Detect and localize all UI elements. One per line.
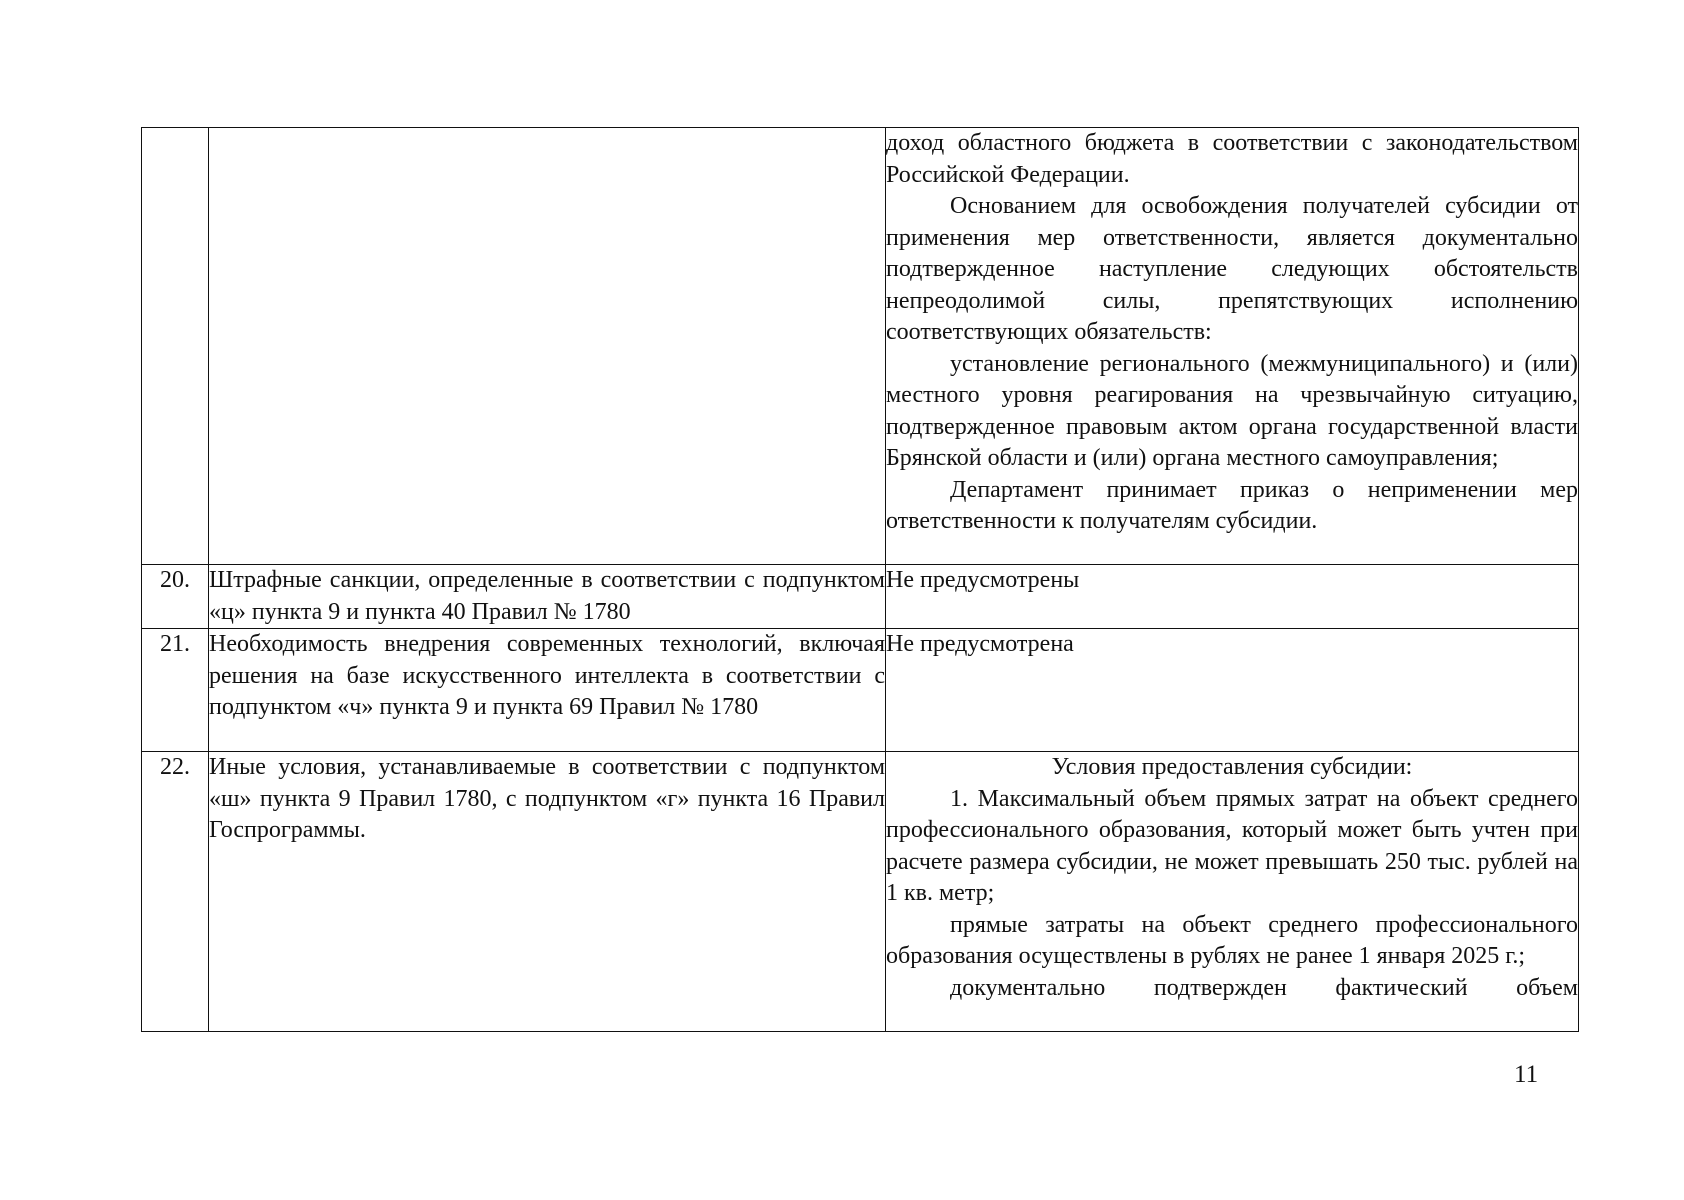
row-description: Иные условия, устанавливаемые в соответствии с подпунктом «ш» пункта 9 Правил 1780, с подпунктом «г» пункта 16 Правил Госпрограммы. xyxy=(209,754,885,843)
value-paragraph: 1. Максимальный объем прямых затрат на объект среднего профессионального образования, который может быть учтен при расчете размера субсидии, не может превышать 250 тыс. рублей на 1 кв. метр; xyxy=(886,785,1578,906)
value-heading: Условия предоставления субсидии: xyxy=(1051,754,1413,780)
table-row-20 xyxy=(142,565,1579,629)
row-description xyxy=(209,128,886,565)
row-value xyxy=(886,752,1579,1032)
value-paragraph: Основанием для освобождения получателей субсидии от применения мер ответственности, является документально подтвержденное наступление следующих обстоятельств непреодолимой силы, препятствующих исполнению соответствующих обязательств: xyxy=(886,193,1578,345)
value-paragraph: документально подтвержден фактический объем xyxy=(950,974,1578,1001)
page-number: 11 xyxy=(1514,1061,1539,1088)
row-number: 20. xyxy=(142,565,209,629)
value-paragraph: прямые затраты на объект среднего профессионального образования осуществлены в рублях не ранее 1 января 2025 г.; xyxy=(886,911,1578,969)
row-number: 22. xyxy=(142,752,209,1032)
row-description: Штрафные санкции, определенные в соответствии с подпунктом «ц» пункта 9 и пункта 40 Правил № 1780 xyxy=(209,567,885,625)
table-row-21 xyxy=(142,629,1579,752)
row-value xyxy=(886,128,1579,565)
row-description-cell xyxy=(209,629,886,752)
row-number xyxy=(142,128,209,565)
table-row-continuation xyxy=(142,128,1579,565)
value-paragraph: доход областного бюджета в соответствии с законодательством Российской Федерации. xyxy=(886,130,1578,188)
table-row-22 xyxy=(142,752,1579,1032)
value-paragraph: установление регионального (межмуниципального) и (или) местного уровня реагирования на чрезвычайную ситуацию, подтвержденное правовым актом органа государственной власти Брянской области и (или) органа местного самоуправления; xyxy=(886,350,1578,471)
row-value: Не предусмотрены xyxy=(886,565,1579,629)
conditions-table xyxy=(141,127,1579,1032)
row-description-cell xyxy=(209,565,886,629)
row-description: Необходимость внедрения современных технологий, включая решения на базе искусственного интеллекта в соответствии с подпунктом «ч» пункта 9 и пункта 69 Правил № 1780 xyxy=(209,631,885,720)
row-number: 21. xyxy=(142,629,209,752)
value-paragraph: Департамент принимает приказ о неприменении мер ответственности к получателям субсидии. xyxy=(886,476,1578,534)
row-description-cell xyxy=(209,752,886,1032)
row-value: Не предусмотрена xyxy=(886,629,1579,752)
